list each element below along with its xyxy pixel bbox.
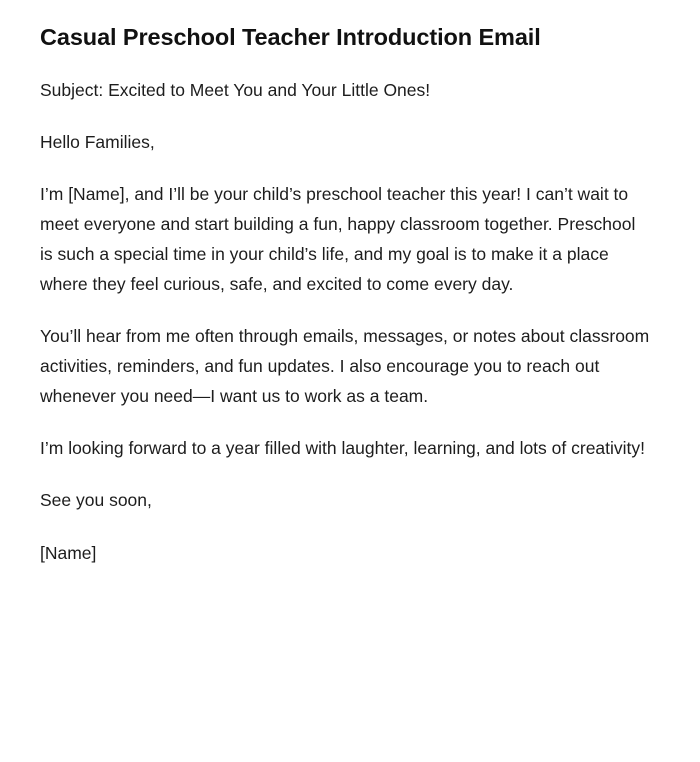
paragraph-communication: You’ll hear from me often through emails, messages, or notes about classroom activities, reminders, and fun updates. I also encourage you to reach out whenever you need—I want us to work as a team. (40, 326, 650, 407)
paragraph-looking-forward: I’m looking forward to a year filled with laughter, learning, and lots of creativity! (40, 438, 646, 459)
page-title: Casual Preschool Teacher Introduction Email (40, 24, 541, 50)
paragraph-closing: See you soon, (40, 490, 152, 511)
paragraph-signature: [Name] (40, 542, 97, 563)
paragraph-subject-line: Subject: Excited to Meet You and Your Little Ones! (40, 79, 431, 100)
paragraph-greeting: Hello Families, (40, 131, 155, 152)
paragraph-introduction: I’m [Name], and I’ll be your child’s preschool teacher this year! I can’t wait to meet everyone and start building a fun, happy classroom together. Preschool is such a special time in your child’s life, and my goal is to make it a place where they feel curious, safe, and excited to come every day. (40, 183, 636, 295)
